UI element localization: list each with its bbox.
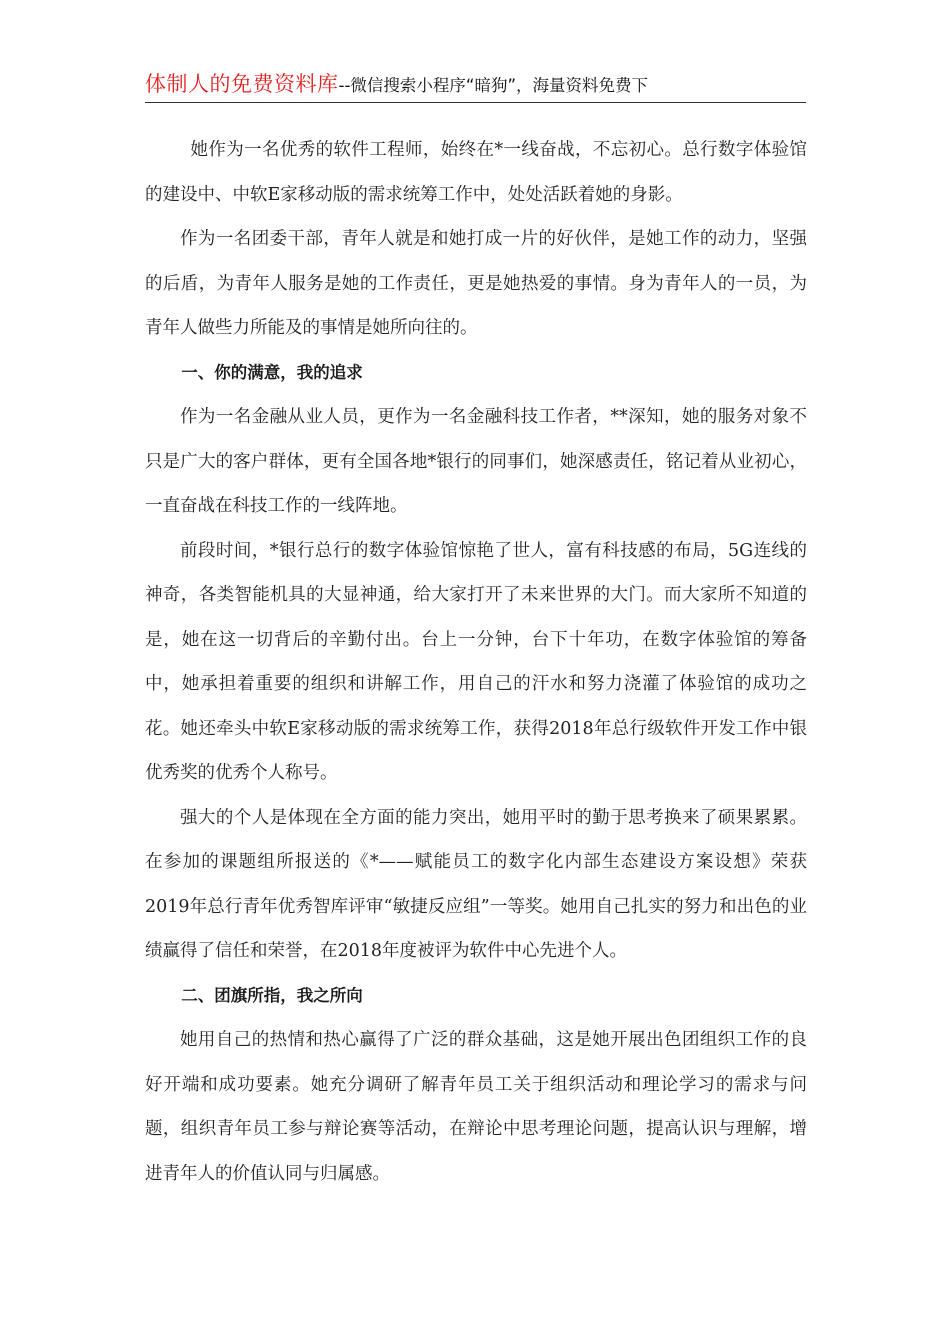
paragraph-intro: 她作为一名优秀的软件工程师，始终在*一线奋战，不忘初心。总行数字体验馆的建设中、中软E家移动版的需求统筹工作中，处处活跃着她的身影。 bbox=[145, 140, 807, 205]
document-body bbox=[145, 128, 807, 1196]
header-subtitle: --微信搜索小程序“暗狗”，海量资料免费下 bbox=[338, 76, 649, 95]
paragraph-achievements: 强大的个人是体现在全方面的能力突出，她用平时的勤于思考换来了硕果累累。在参加的课题组所报送的《*——赋能员工的数字化内部生态建设方案设想》荣获2019年总行青年优秀智库评审“敏捷反应组”一等奖。她用自己扎实的努力和出色的业绩赢得了信任和荣誉，在2018年度被评为软件中心先进个人。 bbox=[145, 807, 807, 961]
paragraph-mass-base: 她用自己的热情和热心赢得了广泛的群众基础，这是她开展出色团组织工作的良好开端和成功要素。她充分调研了解青年员工关于组织活动和理论学习的需求与问题，组织青年员工参与辩论赛等活动，在辩论中思考理论问题，提高认识与理解，增进青年人的价值认同与归属感。 bbox=[145, 1030, 807, 1184]
section-heading-2: 二、团旗所指，我之所向 bbox=[181, 985, 363, 1005]
paragraph-experience-hall: 前段时间，*银行总行的数字体验馆惊艳了世人，富有科技感的布局，5G连线的神奇，各类智能机具的大显神通，给大家打开了未来世界的大门。而大家所不知道的是，她在这一切背后的辛勤付出。台上一分钟，台下十年功，在数字体验馆的筹备中，她承担着重要的组织和讲解工作，用自己的汗水和努力浇灌了体验馆的成功之花。她还牵头中软E家移动版的需求统筹工作，获得2018年总行级软件开发工作中银优秀奖的优秀个人称号。 bbox=[145, 540, 807, 783]
paragraph-youth-league: 作为一名团委干部，青年人就是和她打成一片的好伙伴，是她工作的动力，坚强的后盾，为青年人服务是她的工作责任，更是她热爱的事情。身为青年人的一员，为青年人做些力所能及的事情是她所向往的。 bbox=[145, 229, 807, 338]
header-title: 体制人的免费资料库 bbox=[145, 72, 339, 96]
paragraph-finance: 作为一名金融从业人员，更作为一名金融科技工作者，**深知，她的服务对象不只是广大的客户群体，更有全国各地*银行的同事们，她深感责任，铭记着从业初心，一直奋战在科技工作的一线阵地。 bbox=[145, 407, 807, 516]
page-header bbox=[145, 68, 806, 103]
section-heading-1: 一、你的满意，我的追求 bbox=[181, 362, 363, 382]
